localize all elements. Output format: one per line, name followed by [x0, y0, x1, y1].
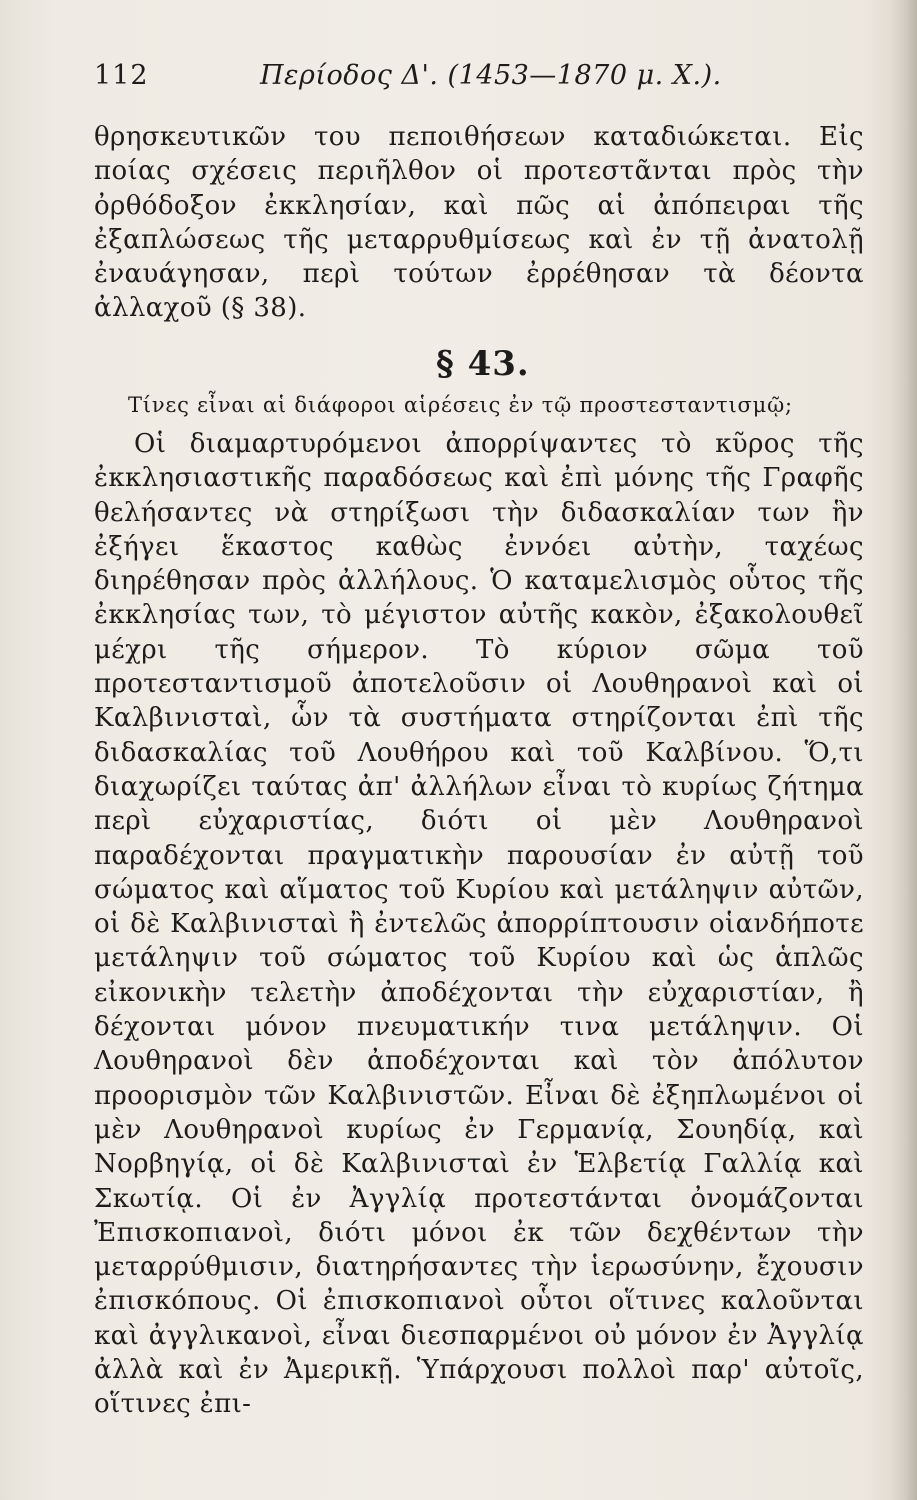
page-header [94, 58, 874, 98]
running-head: Περίοδος Δ'. (1453—1870 μ. Χ.). [260, 60, 722, 91]
section-question: Τίνες εἶναι αἱ διάφοροι αἱρέσεις ἐν τῷ προστεσταντισμῷ; [128, 393, 793, 417]
page-number: 112 [94, 60, 149, 91]
page-edge-shadow [889, 0, 917, 1500]
paragraph-continued: θρησκευτικῶν του πεποιθήσεων καταδιώκεται. Εἰς ποίας σχέσεις περιῆλθον οἱ προτεστᾶνται πρὸς τὴν ὀρθόδοξον ἐκκλησίαν, καὶ πῶς αἱ ἀπόπειραι τῆς ἐξαπλώσεως τῆς μεταρρυθμίσεως καὶ ἐν τῇ ἀνατολῇ ἐναυάγησαν, περὶ τούτων ἐρρέθησαν τὰ δέοντα ἀλλαχοῦ (§ 38). [94, 122, 864, 324]
section-heading: § 43. [436, 344, 530, 384]
section-paragraph: Οἱ διαμαρτυρόμενοι ἀπορρίψαντες τὸ κῦρος τῆς ἐκκλησιαστικῆς παραδόσεως καὶ ἐπὶ μόνης τῆς Γραφῆς θελήσαντες νὰ στηρίξωσι τὴν διδασκαλίαν των ἣν ἐξήγει ἕκαστος καθὼς ἐννόει αὐτὴν, ταχέως διηρέθησαν πρὸς ἀλλήλους. Ὁ καταμελισμὸς οὗτος τῆς ἐκκλησίας των, τὸ μέγιστον αὐτῆς κακὸν, ἐξακολουθεῖ μέχρι τῆς σήμερον. Τὸ κύριον σῶμα τοῦ προτεσταντισμοῦ ἀποτελοῦσιν οἱ Λουθηρανοὶ καὶ οἱ Καλβινισταὶ, ὧν τὰ συστήματα στηρίζονται ἐπὶ τῆς διδασκαλίας τοῦ Λουθήρου καὶ τοῦ Καλβίνου. Ὅ,τι διαχωρίζει ταύτας ἀπ' ἀλλήλων εἶναι τὸ κυρίως ζήτημα περὶ εὐχαριστίας, διότι οἱ μὲν Λουθηρανοὶ παραδέχονται πραγματικὴν παρουσίαν ἐν αὐτῇ τοῦ σώματος καὶ αἵματος τοῦ Κυρίου καὶ μετάληψιν αὐτῶν, οἱ δὲ Καλβινισταὶ ἢ ἐντελῶς ἀπορρίπτουσιν οἱανδήποτε μετάληψιν τοῦ σώματος τοῦ Κυρίου καὶ ὡς ἁπλῶς εἰκονικὴν τελετὴν ἀποδέχονται τὴν εὐχαριστίαν, ἢ δέχονται μόνον πνευματικήν τινα μετάληψιν. Οἱ Λουθηρανοὶ δὲν ἀποδέχονται καὶ τὸν ἀπόλυτον προορισμὸν τῶν Καλβινιστῶν. Εἶναι δὲ ἐξηπλωμένοι οἱ μὲν Λουθηρανοὶ κυρίως ἐν Γερμανίᾳ, Σουηδίᾳ, καὶ Νορβηγίᾳ, οἱ δὲ Καλβινισταὶ ἐν Ἑλβετίᾳ Γαλλίᾳ καὶ Σκωτίᾳ. Οἱ ἐν Ἀγγλίᾳ προτεστάνται ὀνομάζονται Ἐπισκοπιανοὶ, διότι μόνοι ἐκ τῶν δεχθέντων τὴν μεταρρύθμισιν, διατηρήσαντες τὴν ἱερωσύνην, ἔχουσιν ἐπισκόπους. Οἱ ἐπισκοπιανοὶ οὗτοι οἵτινες καλοῦνται καὶ ἀγγλικανοὶ, εἶναι διεσπαρμένοι οὐ μόνον ἐν Ἀγγλίᾳ ἀλλὰ καὶ ἐν Ἀμερικῇ. Ὑπάρχουσι πολλοὶ παρ' αὐτοῖς, οἵτινες ἐπι- [94, 429, 864, 1420]
